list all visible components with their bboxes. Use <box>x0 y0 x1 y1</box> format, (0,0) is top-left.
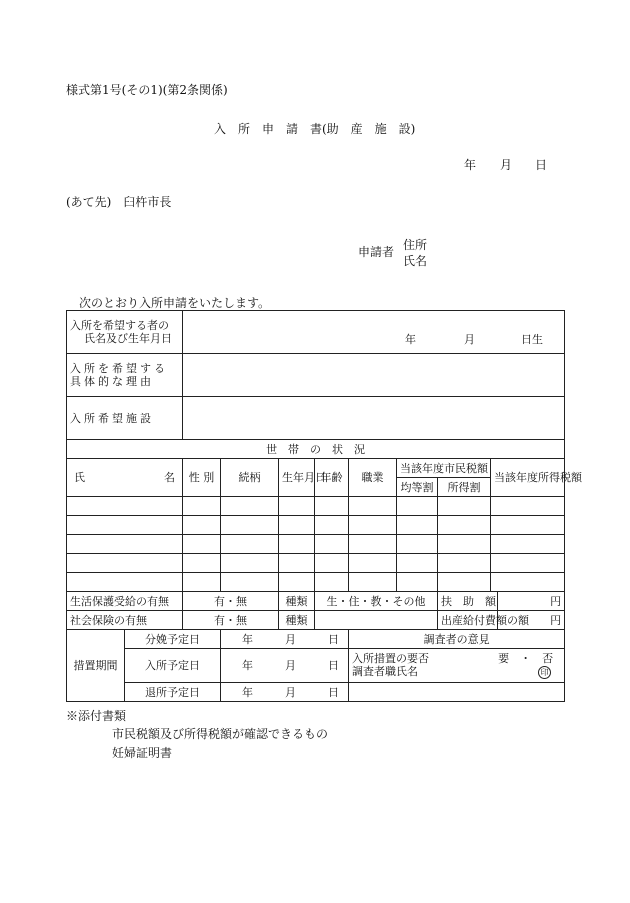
addressee: (あて先) 臼杵市長 <box>66 195 172 209</box>
col-city-tax-header: 当該年度市民税額 <box>397 459 491 478</box>
necessity-label: 入所措置の要否 <box>352 652 430 665</box>
applicant-name-label: 氏名 <box>403 254 428 268</box>
yen-label: 円 <box>550 594 562 608</box>
member-job-cell[interactable] <box>349 554 397 573</box>
col-sex-header: 性 別 <box>183 459 221 497</box>
member-equal-cell[interactable] <box>397 573 438 592</box>
measure-period-label: 措置期間 <box>67 630 125 702</box>
investigator-opinion-field[interactable] <box>349 649 565 683</box>
member-income-tax-cell[interactable] <box>491 535 565 554</box>
form-number: 様式第1号(その1)(第2条関係) <box>66 83 228 97</box>
member-relation-cell[interactable] <box>221 554 279 573</box>
member-sex-cell[interactable] <box>183 573 221 592</box>
col-city-tax-equal: 均等割 <box>397 478 438 497</box>
col-name-left: 氏 <box>74 471 85 484</box>
member-income-cell[interactable] <box>438 554 491 573</box>
admission-date-row <box>67 649 565 683</box>
day-label: 日 <box>328 659 340 672</box>
welfare-label: 生活保護受給の有無 <box>67 592 183 611</box>
household-member-row <box>67 497 565 516</box>
delivery-date-row <box>67 630 565 649</box>
col-job-header: 職業 <box>349 459 397 497</box>
member-income-cell[interactable] <box>438 573 491 592</box>
member-relation-cell[interactable] <box>221 497 279 516</box>
date-month-label: 月 <box>500 158 513 172</box>
applicant-name-birth-label <box>67 311 183 354</box>
welfare-yes-no[interactable]: 有・無 <box>183 592 279 611</box>
member-job-cell[interactable] <box>349 516 397 535</box>
investigator-opinion-title: 調査者の意見 <box>349 630 565 649</box>
member-sex-cell[interactable] <box>183 497 221 516</box>
year-label: 年 <box>242 659 254 672</box>
member-age-cell[interactable] <box>315 554 349 573</box>
row1-day-born: 日生 <box>521 333 544 346</box>
household-member-row <box>67 573 565 592</box>
month-label: 月 <box>285 685 297 699</box>
col-city-tax-income: 所得割 <box>438 478 491 497</box>
household-member-row <box>67 554 565 573</box>
member-age-cell[interactable] <box>315 497 349 516</box>
investigator-extra-field[interactable] <box>349 683 565 702</box>
member-relation-cell[interactable] <box>221 535 279 554</box>
birth-allowance-label: 出産給付費額の額 <box>438 611 498 630</box>
welfare-row <box>67 592 565 611</box>
seal-char: 印 <box>538 666 551 679</box>
yen-label: 円 <box>550 613 562 627</box>
insurance-label: 社会保険の有無 <box>67 611 183 630</box>
year-label: 年 <box>242 632 254 646</box>
household-member-row <box>67 516 565 535</box>
applicant-address-label: 住所 <box>403 238 428 252</box>
delivery-date-field[interactable] <box>221 630 349 649</box>
member-birth-cell[interactable] <box>279 573 315 592</box>
member-equal-cell[interactable] <box>397 516 438 535</box>
application-form-table <box>66 310 583 702</box>
member-income-cell[interactable] <box>438 516 491 535</box>
insurance-type-field[interactable] <box>315 611 438 630</box>
label-line: 具体的な理由 <box>70 375 154 388</box>
reason-label <box>67 354 183 397</box>
member-income-cell[interactable] <box>438 497 491 516</box>
insurance-yes-no[interactable]: 有・無 <box>183 611 279 630</box>
necessity-values[interactable]: 要 ・ 否 <box>498 652 554 665</box>
label-line: 氏名及び生年月日 <box>84 332 172 345</box>
col-name-header <box>67 459 183 497</box>
member-birth-cell[interactable] <box>279 516 315 535</box>
discharge-date-row <box>67 683 565 702</box>
member-name-cell[interactable] <box>67 516 183 535</box>
member-name-cell[interactable] <box>67 554 183 573</box>
member-sex-cell[interactable] <box>183 516 221 535</box>
delivery-date-label: 分娩予定日 <box>125 630 221 649</box>
member-income-cell[interactable] <box>438 535 491 554</box>
household-title-row <box>67 440 565 459</box>
label-line: 入所を希望する <box>70 362 168 375</box>
member-age-cell[interactable] <box>315 573 349 592</box>
facility-label: 入所希望施設 <box>67 397 183 440</box>
member-sex-cell[interactable] <box>183 535 221 554</box>
col-income-tax-header: 当該年度所得税額 <box>491 459 565 497</box>
insurance-type-label: 種類 <box>279 611 315 630</box>
welfare-types[interactable]: 生・住・教・その他 <box>315 592 438 611</box>
col-birth-header: 生年月日 <box>279 459 315 497</box>
member-equal-cell[interactable] <box>397 554 438 573</box>
discharge-date-label: 退所予定日 <box>125 683 221 702</box>
member-income-tax-cell[interactable] <box>491 516 565 535</box>
col-relation-header: 続柄 <box>221 459 279 497</box>
member-name-cell[interactable] <box>67 573 183 592</box>
day-label: 日 <box>328 685 340 699</box>
intro-text: 次のとおり入所申請をいたします。 <box>79 296 271 310</box>
date-day-label: 日 <box>535 158 548 172</box>
month-label: 月 <box>285 659 297 672</box>
applicant-label: 申請者 <box>358 245 395 259</box>
date-year-label: 年 <box>464 158 477 172</box>
member-job-cell[interactable] <box>349 535 397 554</box>
member-birth-cell[interactable] <box>279 497 315 516</box>
household-header-row-1 <box>67 459 565 478</box>
label-line: 入所を希望する者の <box>70 319 169 332</box>
reason-field[interactable] <box>183 354 565 397</box>
member-relation-cell[interactable] <box>221 516 279 535</box>
applicant-name-birth-field[interactable] <box>183 311 565 354</box>
member-income-tax-cell[interactable] <box>491 554 565 573</box>
member-relation-cell[interactable] <box>221 573 279 592</box>
row1-month: 月 <box>464 333 476 346</box>
facility-field[interactable] <box>183 397 565 440</box>
member-sex-cell[interactable] <box>183 554 221 573</box>
reason-row <box>67 354 565 397</box>
member-birth-cell[interactable] <box>279 554 315 573</box>
admission-date-label: 入所予定日 <box>125 649 221 683</box>
member-income-tax-cell[interactable] <box>491 497 565 516</box>
member-equal-cell[interactable] <box>397 497 438 516</box>
member-age-cell[interactable] <box>315 535 349 554</box>
col-age-header: 年齢 <box>315 459 349 497</box>
member-equal-cell[interactable] <box>397 535 438 554</box>
insurance-row <box>67 611 565 630</box>
applicant-row <box>67 311 565 354</box>
year-label: 年 <box>242 685 254 699</box>
document-title: 入 所 申 請 書(助 産 施 設) <box>214 122 416 136</box>
month-label: 月 <box>285 632 297 646</box>
member-job-cell[interactable] <box>349 497 397 516</box>
investigator-name-label: 調査者職氏名 <box>352 665 419 678</box>
household-section-title: 世 帯 の 状 況 <box>67 440 565 459</box>
member-name-cell[interactable] <box>67 535 183 554</box>
seal-icon <box>538 665 561 679</box>
day-label: 日 <box>328 632 340 646</box>
member-name-cell[interactable] <box>67 497 183 516</box>
admission-date-field[interactable] <box>221 649 349 683</box>
discharge-date-field[interactable] <box>221 683 349 702</box>
attachment-item: 市民税額及び所得税額が確認できるもの <box>112 727 329 741</box>
facility-row <box>67 397 565 440</box>
welfare-type-label: 種類 <box>279 592 315 611</box>
row1-year: 年 <box>405 333 417 346</box>
col-name-right: 名 <box>164 471 176 484</box>
member-age-cell[interactable] <box>315 516 349 535</box>
support-amount-label: 扶 助 額 <box>438 592 498 611</box>
member-birth-cell[interactable] <box>279 535 315 554</box>
member-job-cell[interactable] <box>349 573 397 592</box>
support-amount-field[interactable] <box>498 592 565 611</box>
attachments-title: ※添付書類 <box>66 709 127 723</box>
member-income-tax-cell[interactable] <box>491 573 565 592</box>
attachment-item: 妊婦証明書 <box>112 746 173 760</box>
household-member-row <box>67 535 565 554</box>
